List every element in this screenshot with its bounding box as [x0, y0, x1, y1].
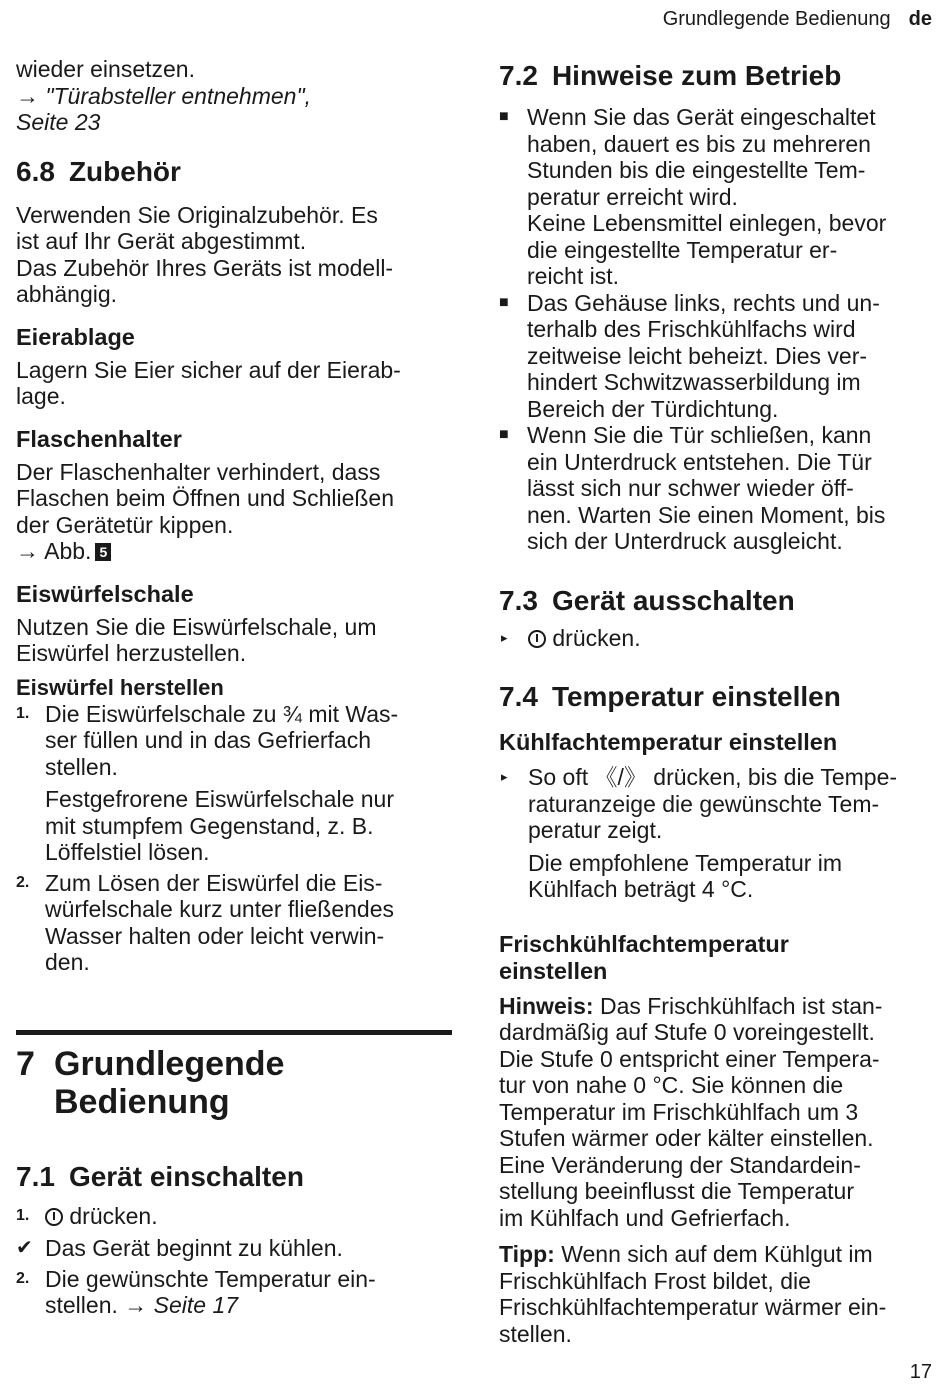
- figure-reference[interactable]: → Abb. 5: [16, 538, 452, 565]
- tip-block: Tipp: Wenn sich auf dem Kühlgut im Frischkühlfach Frost bildet, die Frischkühlfachtemperatur wärmer ein- stellen.: [499, 1241, 887, 1347]
- subheading-kuehlfachtemperatur: Kühlfachtemperatur einstellen: [499, 729, 838, 755]
- header-section: Grundlegende Bedienung: [662, 8, 891, 30]
- section-heading-7-1: 7.1 Gerät einschalten: [16, 1160, 304, 1192]
- continued-text: wieder einsetzen.: [16, 56, 195, 82]
- temperature-button-icon: 《/》: [594, 764, 647, 790]
- action-triangle-icon: ▸: [501, 769, 508, 784]
- arrow-icon: →: [16, 538, 39, 564]
- right-column: [499, 60, 935, 1347]
- page-link[interactable]: Seite 17: [153, 1292, 239, 1318]
- step-note: Die empfohlene Temperatur im Kühlfach beträgt 4 °C.: [528, 849, 843, 902]
- subheading-flaschenhalter: Flaschenhalter: [16, 425, 182, 452]
- section-heading-6-8: 6.8 Zubehör: [16, 155, 181, 187]
- list-item: 2. Zum Lösen der Eiswürfel die Eis- würfelschale kurz unter fließendes Wasser halten oder leicht verwin- den.: [16, 869, 394, 975]
- list-item: 1. Die Eiswürfelschale zu ¾ mit Was- ser füllen und in das Gefrierfach stellen.: [16, 700, 399, 780]
- step-note: Festgefrorene Eiswürfelschale nur mit stumpfem Gegenstand, z. B. Löffelstiel lösen.: [45, 786, 394, 865]
- left-column: wieder einsetzen. → "Türabsteller entnehmen", Seite 23 6.8 Zubehör Verwenden Sie Originalzubehör. Es ist auf Ihr Gerät abgestimmt. Das Zubehör Ihres Geräts ist modell- abhängig. Eierablage Lagern Sie Eier sicher auf der Eierab- lage. Flaschenhalter Der Flaschenhalter verhindert, dass Flaschen beim Öffnen und Schließen der Gerätetür kippen. → Abb. 5 Eiswürfelschale Nutzen Sie die Eiswürfelschale, um Eiswürfel herzustellen. Eiswürfel herstellen 1. Die Eiswürfelschale zu ¾ mit Was- ser füllen und in das Gefrierfach stellen. Festgefrorene Eiswürfelschale nur mit stumpfem Gegenstand, z. B. Löffelstiel lösen. 2. Zum Lösen der Eiswürfel die Eis- würfelschale kurz unter fließendes Wasser halten oder leicht verwin- den. 7 Grundlegende Bedienung 7.1 Gerät einschalten 1. drücken. ✔ Das Gerät beginnt zu kühlen. 2. Die gewünschte Temperatur ein- stellen. → Seite 17: [16, 56, 452, 1319]
- hint-label: Hinweis:: [499, 992, 594, 1019]
- checkmark-icon: ✔: [16, 1237, 33, 1259]
- tip-label: Tipp:: [499, 1241, 555, 1267]
- arrow-icon: →: [16, 82, 39, 109]
- bullet-icon: ■: [499, 293, 509, 311]
- result-item: ✔ Das Gerät beginnt zu kühlen.: [16, 1235, 343, 1261]
- cross-reference-page[interactable]: Seite 23: [16, 109, 101, 135]
- subheading-eierablage: Eierablage: [16, 323, 135, 350]
- list-item: ▸ drücken.: [501, 624, 641, 651]
- chapter-divider: [16, 1030, 452, 1035]
- action-triangle-icon: ▸: [501, 629, 508, 645]
- page-number: 17: [909, 1361, 932, 1383]
- subheading-eiswuerfelschale: Eiswürfelschale: [16, 580, 194, 607]
- running-header: [663, 8, 932, 31]
- list-item: ▸ So oft 《/》 drücken, bis die Tempe- raturanzeige die gewünschte Tem- peratur zeigt.: [501, 764, 898, 843]
- bullet-icon: ■: [499, 426, 509, 443]
- section-heading-7-2: 7.2 Hinweise zum Betrieb: [499, 60, 842, 91]
- list-item: ■ Wenn Sie die Tür schließen, kann ein Unterdruck entstehen. Die Tür lässt sich nur schwer wieder öff- nen. Warten Sie einen Moment, bis sich der Unterdruck ausgleicht.: [499, 422, 886, 554]
- step-list: [16, 701, 452, 976]
- list-item: 1. drücken.: [16, 1202, 158, 1229]
- bullet-icon: ■: [499, 108, 509, 125]
- chapter-heading-7: 7 Grundlegende Bedienung: [16, 1044, 285, 1121]
- list-item: 2. Die gewünschte Temperatur ein- stellen. → Seite 17: [16, 1265, 376, 1318]
- list-item: ■ Wenn Sie das Gerät eingeschaltet haben, dauert es bis zu mehreren Stunden bis die eingestellte Tem- peratur erreicht wird. Keine Lebensmittel einlegen, bevor die eingestellte Temperatur er- reicht ist.: [499, 104, 887, 289]
- section-heading-7-3: 7.3 Gerät ausschalten: [499, 584, 795, 616]
- language-code: de: [908, 8, 932, 30]
- figure-number-badge: 5: [95, 543, 111, 561]
- arrow-icon: →: [124, 1292, 148, 1318]
- subheading-eiswuerfel-herstellen: Eiswürfel herstellen: [16, 674, 224, 700]
- subheading-frischkuehlfachtemperatur: Frischkühlfachtemperatur einstellen: [499, 930, 789, 984]
- power-icon: [45, 1208, 63, 1226]
- hint-block: Hinweis: Das Frischkühlfach ist stan- dardmäßig auf Stufe 0 voreingestellt. Die Stufe 0 entspricht einer Tempera- tur von nahe 0 °C. Sie können die Temperatur im Frischkühlfach um 3 Stufen wärmer oder kälter einstellen. Eine Veränderung der Standardein- stellung beeinflusst die Temperatur im Kühlfach und Gefrierfach.: [499, 992, 883, 1231]
- section-heading-7-4: 7.4 Temperatur einstellen: [499, 681, 841, 712]
- power-icon: [528, 630, 546, 648]
- cross-reference[interactable]: → "Türabsteller entnehmen",: [16, 82, 312, 109]
- list-item: ■ Das Gehäuse links, rechts und un- terhalb des Frischkühlfachs wird zeitweise leicht beheizt. Dies ver- hindert Schwitzwasserbildung im Bereich der Türdichtung.: [499, 289, 880, 422]
